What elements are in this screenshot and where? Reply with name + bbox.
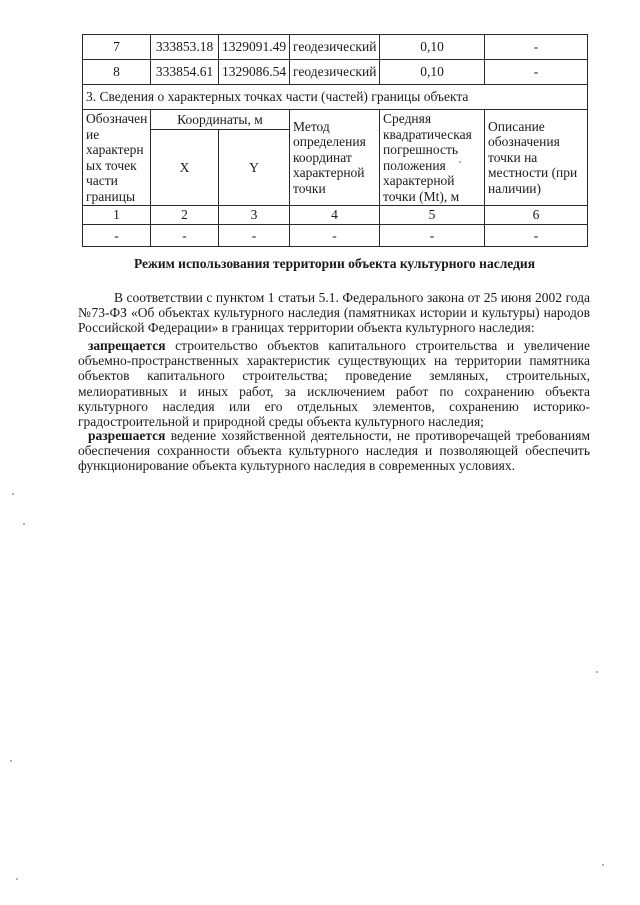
coord-y: 1329086.54: [219, 60, 290, 85]
scan-speck: [459, 161, 461, 163]
table-row: [83, 60, 588, 85]
scan-speck: [602, 864, 604, 866]
coord-x: 333853.18: [151, 35, 219, 60]
coord-x: 333854.61: [151, 60, 219, 85]
section-heading: Режим использования территории объекта культурного наследия: [133, 256, 536, 271]
coordinates-table: [82, 34, 588, 247]
header-y: Y: [219, 129, 290, 205]
scan-speck: [10, 760, 12, 762]
table-section-row: [83, 85, 588, 110]
table-cell: -: [83, 225, 151, 247]
point-number: 8: [83, 60, 151, 85]
column-number: 3: [219, 206, 290, 225]
header-method: Метод определения координат характерной точки: [290, 110, 380, 206]
scan-speck: [16, 878, 18, 880]
column-number: 1: [83, 206, 151, 225]
accuracy: 0,10: [380, 60, 485, 85]
header-description: Описание обозначения точки на местности (при наличии): [485, 110, 588, 206]
header-designation: Обозначен ие характерн ых точек части границы: [83, 110, 151, 206]
table-cell: -: [380, 225, 485, 247]
table-cell: -: [151, 225, 219, 247]
column-number: 5: [380, 206, 485, 225]
prohibited-keyword: запрещается: [88, 338, 166, 353]
header-x: X: [151, 129, 219, 205]
table-row: [83, 35, 588, 60]
column-number: 2: [151, 206, 219, 225]
table-row: [83, 225, 588, 247]
prohibited-text: строительство объектов капитального строительства и увеличение объемно-пространственных характеристик существующих на территории памятника объектов капитального строительства; проведение земляных, строительных, мелиоративных и иных работ, за исключением работ по сохранению объекта культурного наследия или его отдельных элементов, сохранению историко-градостроительной и природной среды объекта культурного наследия;: [78, 338, 590, 430]
prohibited-paragraph: [78, 338, 590, 429]
column-number: 4: [290, 206, 380, 225]
table-row: [83, 206, 588, 225]
description: -: [485, 60, 588, 85]
intro-paragraph: [78, 290, 590, 336]
column-number: 6: [485, 206, 588, 225]
intro-text: В соответствии с пунктом 1 статьи 5.1. Федерального закона от 25 июня 2002 года №73-ФЗ «Об объектах культурного наследия (памятниках истории и культуры) народов Российской Федерации» в границах территории объекта культурного наследия:: [78, 290, 590, 336]
description: -: [485, 35, 588, 60]
table-cell: -: [219, 225, 290, 247]
point-number: 7: [83, 35, 151, 60]
scan-speck: [596, 671, 598, 673]
allowed-paragraph: [78, 428, 590, 474]
method: геодезический: [290, 35, 380, 60]
header-coords: Координаты, м: [151, 110, 290, 130]
table-cell: -: [485, 225, 588, 247]
allowed-keyword: разрешается: [88, 428, 166, 443]
table-cell: -: [290, 225, 380, 247]
accuracy: 0,10: [380, 35, 485, 60]
table-header-row: [83, 110, 588, 130]
section-title: 3. Сведения о характерных точках части (частей) границы объекта: [83, 85, 588, 110]
allowed-text: ведение хозяйственной деятельности, не противоречащей требованиям обеспечения сохранности объекта культурного наследия и позволяющей обеспечить функционирование объекта культурного наследия в современных условиях.: [78, 428, 590, 474]
coord-y: 1329091.49: [219, 35, 290, 60]
header-accuracy: Средняя квадратическая погрешность положения характерной точки (Mt), м: [380, 110, 485, 206]
scan-speck: [12, 493, 14, 495]
method: геодезический: [290, 60, 380, 85]
scan-speck: [23, 523, 25, 525]
